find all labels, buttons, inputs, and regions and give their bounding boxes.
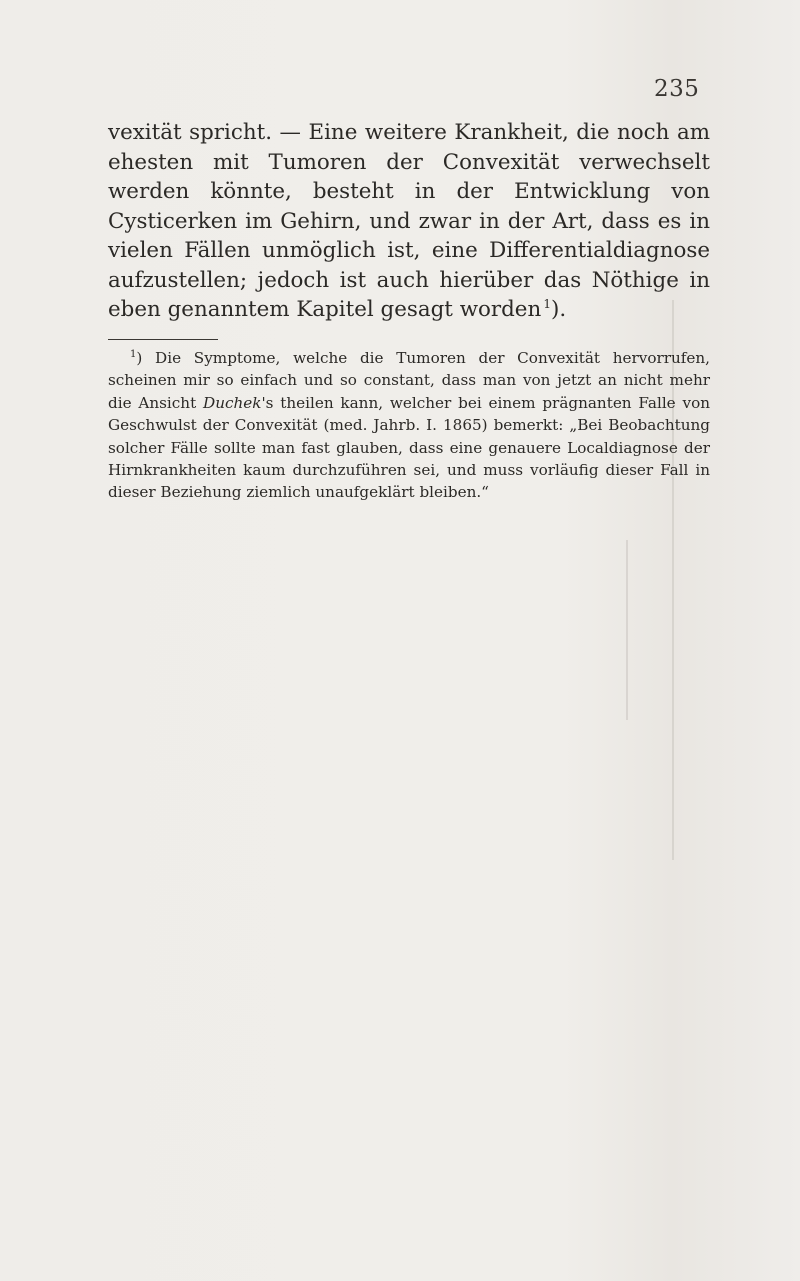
footnote — [108, 347, 710, 504]
main-paragraph — [108, 118, 710, 325]
footnote-marker-paren: ) — [136, 349, 143, 367]
footnote-author: Duchek — [203, 393, 262, 412]
page-number: 235 — [654, 76, 700, 102]
footnote-divider — [108, 339, 218, 340]
footnote-marker: 1 — [130, 349, 137, 360]
main-paragraph-end: ). — [551, 297, 567, 322]
show-through-line — [626, 540, 628, 720]
footnote-text-part-2: 's theilen kann, welcher bei einem prägnanten Falle von Geschwulst der Convexität (med. Jahrb. I. 1865) bemerkt: „Bei Beobachtung solcher Fälle sollte man fast glauben, dass eine genauere Localdiagnose der Hirnkrankheiten kaum durchzuführen sei, und muss vorläufig dieser Fall in dieser Beziehung ziemlich unaufgeklärt bleiben.“ — [108, 393, 711, 502]
main-paragraph-text: vexität spricht. — Eine weitere Krankheit, die noch am ehesten mit Tumoren der Convexität verwechselt werden könnte, besteht in der Entwicklung von Cysticerken im Gehirn, und zwar in der Art, dass es in vielen Fällen unmöglich ist, eine Differentialdiagnose aufzustellen; jedoch ist auch hierüber das Nöthige in eben genanntem Kapitel gesagt worden — [108, 120, 710, 322]
footnote-reference: 1 — [543, 297, 552, 311]
footnote-text-part-1: Die Symptome, welche die Tumoren der Convexität hervorrufen, scheinen mir so einfach und so constant, dass man von jetzt an nicht mehr die Ansicht — [108, 349, 710, 412]
